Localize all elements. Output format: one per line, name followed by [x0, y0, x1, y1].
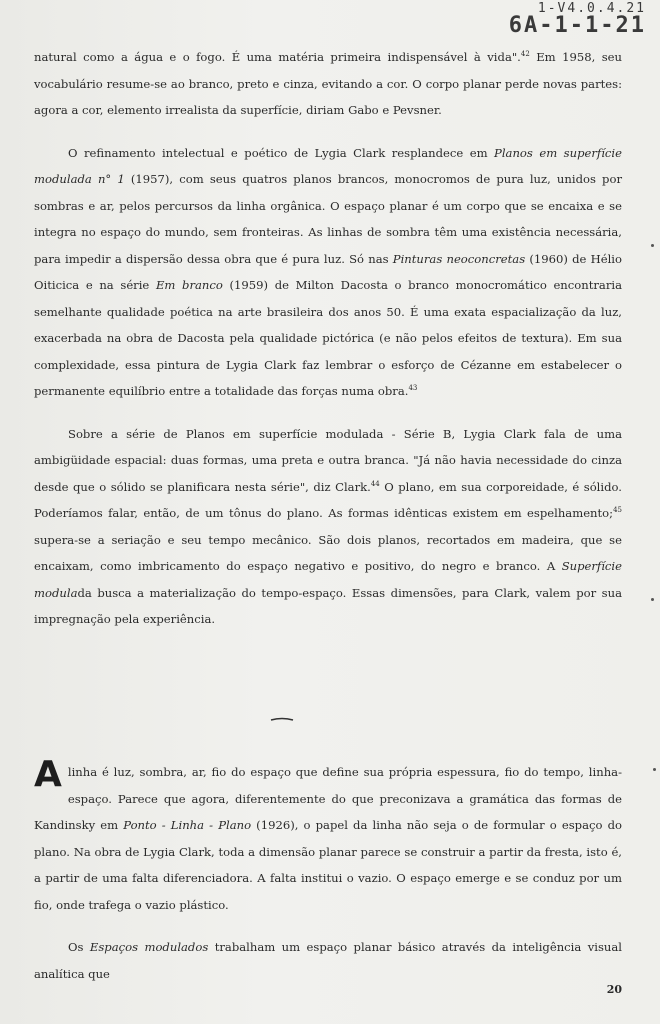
paragraph-1: [34, 44, 622, 124]
section-paragraph-1-text: [34, 765, 622, 912]
scan-speck: [651, 244, 654, 247]
text-segment: da busca a materialização do tempo-espaço. Essas dimensões, para Clark, valem por sua impregnação pela experiência.: [34, 585, 622, 626]
text-segment: (1957), com seus quatros planos brancos, monocromos de pura luz, unidos por sombras e ar, pelos percursos da linha orgânica. O espaço planar é um corpo que se encaixa e se integra no espaço do mundo, sem fronteiras. As linhas de sombra têm uma existência necessária, para impedir a dispersão dessa obra que é pura luz. Só nas: [34, 172, 622, 266]
text-segment: natural como a água e o fogo. É uma matéria primeira indispensável à vida".: [34, 50, 521, 64]
text-segment: O refinamento intelectual e poético de Lygia Clark resplandece em: [68, 145, 495, 160]
scan-speck: [653, 768, 656, 771]
text-segment: (1959) de Milton Dacosta o branco monocromático encontraria semelhante qualidade poética na arte brasileira dos anos 50. É uma exata espacialização da luz, exacerbada na obra de Dacosta pela qualidade pictórica (e não pelos efeitos de textura). Em sua complexidade, essa pintura de Lygia Clark faz lembrar o esforço de Cézanne em estabelecer o permanente equilíbrio entre a totalidade das forças numa obra.: [34, 278, 622, 398]
text-segment: (1960) de Hélio Oiticica e na série: [34, 251, 622, 292]
text-segment: trabalham um espaço planar básico através da inteligência visual analítica que: [34, 940, 622, 981]
footnote-ref: 42: [520, 50, 530, 59]
dropcap-letter: A: [34, 754, 62, 795]
text-segment: linha é luz, sombra, ar, fio do espaço que define sua própria espessura, fio do tempo, linha-espaço. Parece que agora, diferentemente do que preconizava a gramática das formas de Kandinsky em: [34, 765, 622, 832]
text-segment: Sobre a série de Planos em superfície modulada - Série B, Lygia Clark fala de uma ambigüidade espacial: duas formas, uma preta e outra branca. "Já não havia necessidade do cinza desde que o sólido se planificara nesta série", diz Clark.: [34, 426, 622, 494]
text-segment: Planos em superfície modulada n° 1: [34, 145, 622, 186]
text-segment: Em 1958, seu vocabulário resume-se ao branco, preto e cinza, evitando a cor. O corpo planar perde novas partes: agora a cor, elemento irrealista da superfície, diriam Gabo e Pevsner.: [34, 50, 622, 117]
handwritten-reference: [509, 2, 646, 37]
paragraph-3: [34, 421, 622, 633]
text-segment: (1926), o papel da linha não seja o de formular o espaço do plano. Na obra de Lygia Clark, toda a dimensão planar parece se construir a partir da fresta, isto é, a partir de uma falta diferenciadora. A falta institui o vazio. O espaço emerge e se conduz por um fio, onde trafega o vazio plástico.: [34, 818, 622, 912]
section-paragraph-1: [34, 754, 622, 918]
text-segment: Em branco: [155, 278, 223, 292]
footnote-ref: 44: [370, 479, 380, 488]
text-segment: Os: [68, 940, 90, 954]
section-paragraph-2: [34, 934, 622, 987]
text-segment: Superfície modula: [34, 559, 622, 600]
text-segment: Espaços modulados: [89, 940, 209, 954]
paragraph-2: [34, 140, 622, 405]
text-segment: supera-se a seriação e seu tempo mecânico. São dois planos, recortados em madeira, que se encaixam, como imbricamento do espaço negativo e positivo, do negro e branco. A: [34, 532, 622, 573]
handwritten-line-2: 6A-1-1-21: [508, 13, 646, 38]
handwritten-line-1: 1-V4.0.4.21: [537, 1, 646, 16]
text-segment: Pinturas neoconcretas: [392, 251, 526, 266]
text-segment: Ponto - Linha - Plano: [123, 818, 252, 832]
scan-speck: [651, 598, 654, 601]
section-body: [34, 754, 622, 987]
footnote-ref: 45: [613, 506, 622, 515]
page-number: 20: [606, 983, 622, 996]
body-text: [34, 44, 622, 633]
text-segment: O plano, em sua corporeidade, é sólido. Poderíamos falar, então, de um tônus do plano. As formas idênticas existem em espelhamento;: [34, 479, 622, 520]
section-divider-ornament: [270, 717, 294, 722]
footnote-ref: 43: [408, 384, 418, 393]
